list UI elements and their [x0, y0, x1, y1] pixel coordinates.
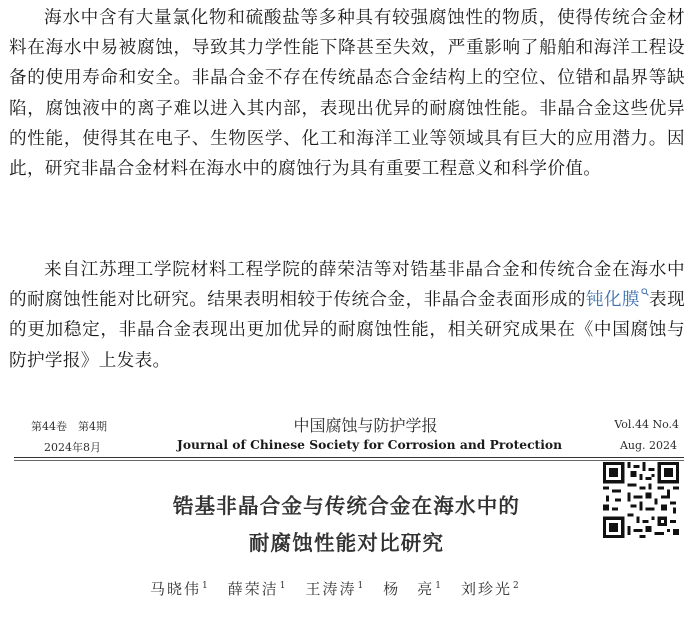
journal-date-en: Aug. 2024 — [619, 439, 677, 452]
header-rule-thin — [14, 460, 684, 461]
author-name: 王涛涛 — [305, 580, 357, 598]
qr-code-icon[interactable] — [603, 462, 679, 538]
author-affiliation: 1 — [357, 581, 364, 591]
journal-volume-issue-en: Vol.44 No.4 — [614, 418, 679, 431]
author-list — [150, 578, 539, 599]
author-affiliation: 1 — [279, 581, 286, 591]
author — [228, 580, 286, 598]
author-affiliation: 2 — [513, 581, 519, 591]
author-affiliation: 1 — [202, 581, 208, 591]
paper-title-line-2: 耐腐蚀性能对比研究 — [248, 531, 445, 555]
passivation-film-link-label: 钝化膜 — [585, 290, 640, 311]
journal-date-cn: 2024年8月 — [44, 441, 101, 454]
author-name: 刘珍光 — [461, 580, 513, 598]
article-paragraph-1: 海水中含有大量氯化物和硫酸盐等多种具有较强腐蚀性的物质，使得传统合金材料在海水中易被腐蚀，导致其力学性能下降甚至失效，严重影响了船舶和海洋工程设备的使用寿命和安全。非晶合金不存在传统晶态合金结构上的空位、位错和晶界等缺陷，腐蚀液中的离子难以进入其内部，表现出优异的耐腐蚀性能。非晶合金这些优异的性能，使得其在电子、生物医学、化工和海洋工业等领域具有巨大的应用潜力。因此，研究非晶合金材料在海水中的腐蚀行为具有重要工程意义和科学价值。 — [9, 8, 685, 180]
search-icon[interactable] — [641, 288, 649, 296]
paragraph-2-text-after: 表现的更加稳定，非晶合金表现出更加优异的耐腐蚀性能，相关研究成果在《中国腐蚀与防护学报》上发表。 — [9, 290, 686, 371]
journal-volume-issue: 第44卷 第4期 — [31, 420, 107, 433]
author — [306, 580, 364, 598]
author-name: 杨 亮 — [383, 580, 435, 598]
author — [461, 580, 519, 598]
author — [383, 580, 441, 598]
article-paragraph-2 — [9, 255, 685, 376]
author-name: 薛荣洁 — [227, 580, 279, 598]
journal-name-cn: 中国腐蚀与防护学报 — [293, 416, 438, 435]
paper-title-line-1: 锆基非晶合金与传统合金在海水中的 — [172, 494, 521, 518]
journal-name-en: Journal of Chinese Society for Corrosion and Protection — [177, 437, 563, 452]
author-name: 马晓伟 — [150, 580, 202, 598]
author — [150, 580, 208, 598]
passivation-film-link[interactable] — [586, 290, 649, 310]
paragraph-2-text-before: 来自江苏理工学院材料工程学院的薛荣洁等对锆基非晶合金和传统合金在海水中的耐腐蚀性能对比研究。结果表明相较于传统合金，非晶合金表面形成的 — [9, 260, 685, 311]
header-rule-thick — [14, 457, 684, 458]
author-affiliation: 1 — [435, 581, 441, 591]
